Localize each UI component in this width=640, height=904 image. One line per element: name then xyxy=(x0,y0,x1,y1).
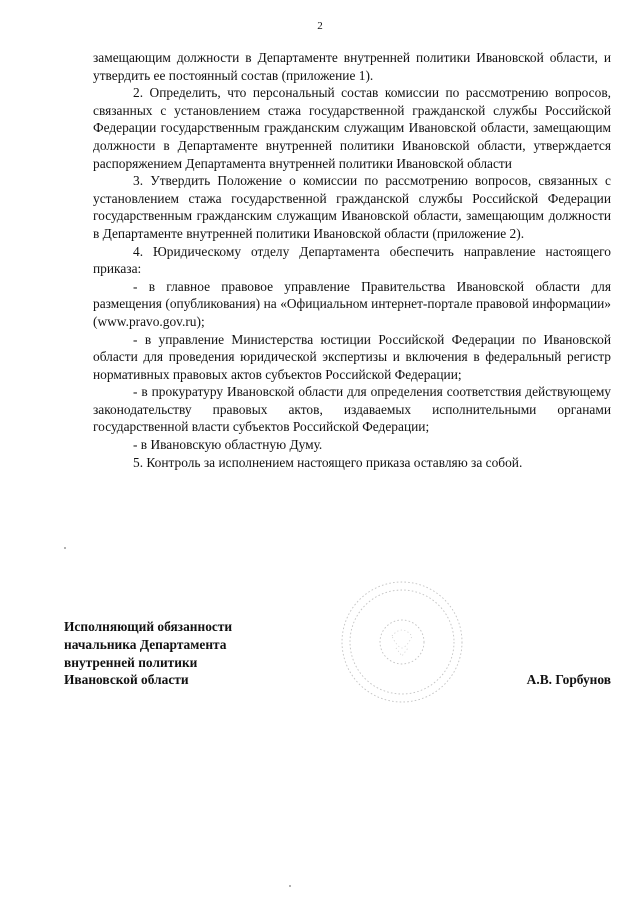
paragraph-3: 3. Утвердить Положение о комиссии по рассмотрению вопросов, связанных с установлением стажа государственной гражданской службы Российской Федерации государственным гражданским служащим Ивановской области, замещающим должности в Департаменте внутренней политики Ивановской области (приложение 2). xyxy=(93,173,611,241)
list-item-ministry-justice: - в управление Министерства юстиции Российской Федерации по Ивановской области для проведения юридической экспертизы и включения в федеральный регистр нормативных правовых актов субъектов Российской Федерации; xyxy=(93,331,611,382)
paragraph-2: 2. Определить, что персональный состав комиссии по рассмотрению вопросов, связанных с установлением стажа государственной гражданской службы Российской Федерации государственным гражданским служащим Ивановской области, замещающим должности в Департаменте внутренней политики Ивановской области, утверждается распоряжением Департамента внутренней политики Ивановской области xyxy=(93,85,611,171)
paragraph-4: 4. Юридическому отделу Департамента обеспечить направление настоящего приказа: xyxy=(93,243,611,277)
paragraph-continuation: замещающим должности в Департаменте внутренней политики Ивановской области, и утвердить ее постоянный состав (приложение 1). xyxy=(93,50,611,83)
signer-position-line: начальника Департамента xyxy=(64,636,227,652)
signer-position-line: Ивановской области xyxy=(64,672,189,688)
list-item-prosecutor: - в прокуратуру Ивановской области для определения соответствия действующему законодательству правовых актов, издаваемых исполнительными органами государственной власти субъектов Российской Федерации; xyxy=(93,384,611,435)
signer-position-line: внутренней политики xyxy=(64,654,198,670)
list-item-duma: - в Ивановскую областную Думу. xyxy=(133,437,323,453)
paragraph-5: 5. Контроль за исполнением настоящего приказа оставляю за собой. xyxy=(133,454,523,470)
scan-speck xyxy=(289,885,291,887)
scan-speck xyxy=(64,547,66,549)
order-body xyxy=(93,49,611,471)
signer-name: А.В. Горбунов xyxy=(526,672,611,688)
list-item-legal-department: - в главное правовое управление Правительства Ивановской области для размещения (опубликования) на «Официальном интернет-портале правовой информации» (www.pravo.gov.ru); xyxy=(93,278,611,329)
signature-block xyxy=(64,618,611,689)
page-number: 2 xyxy=(317,20,323,32)
signer-position-line: Исполняющий обязанности xyxy=(64,619,233,634)
